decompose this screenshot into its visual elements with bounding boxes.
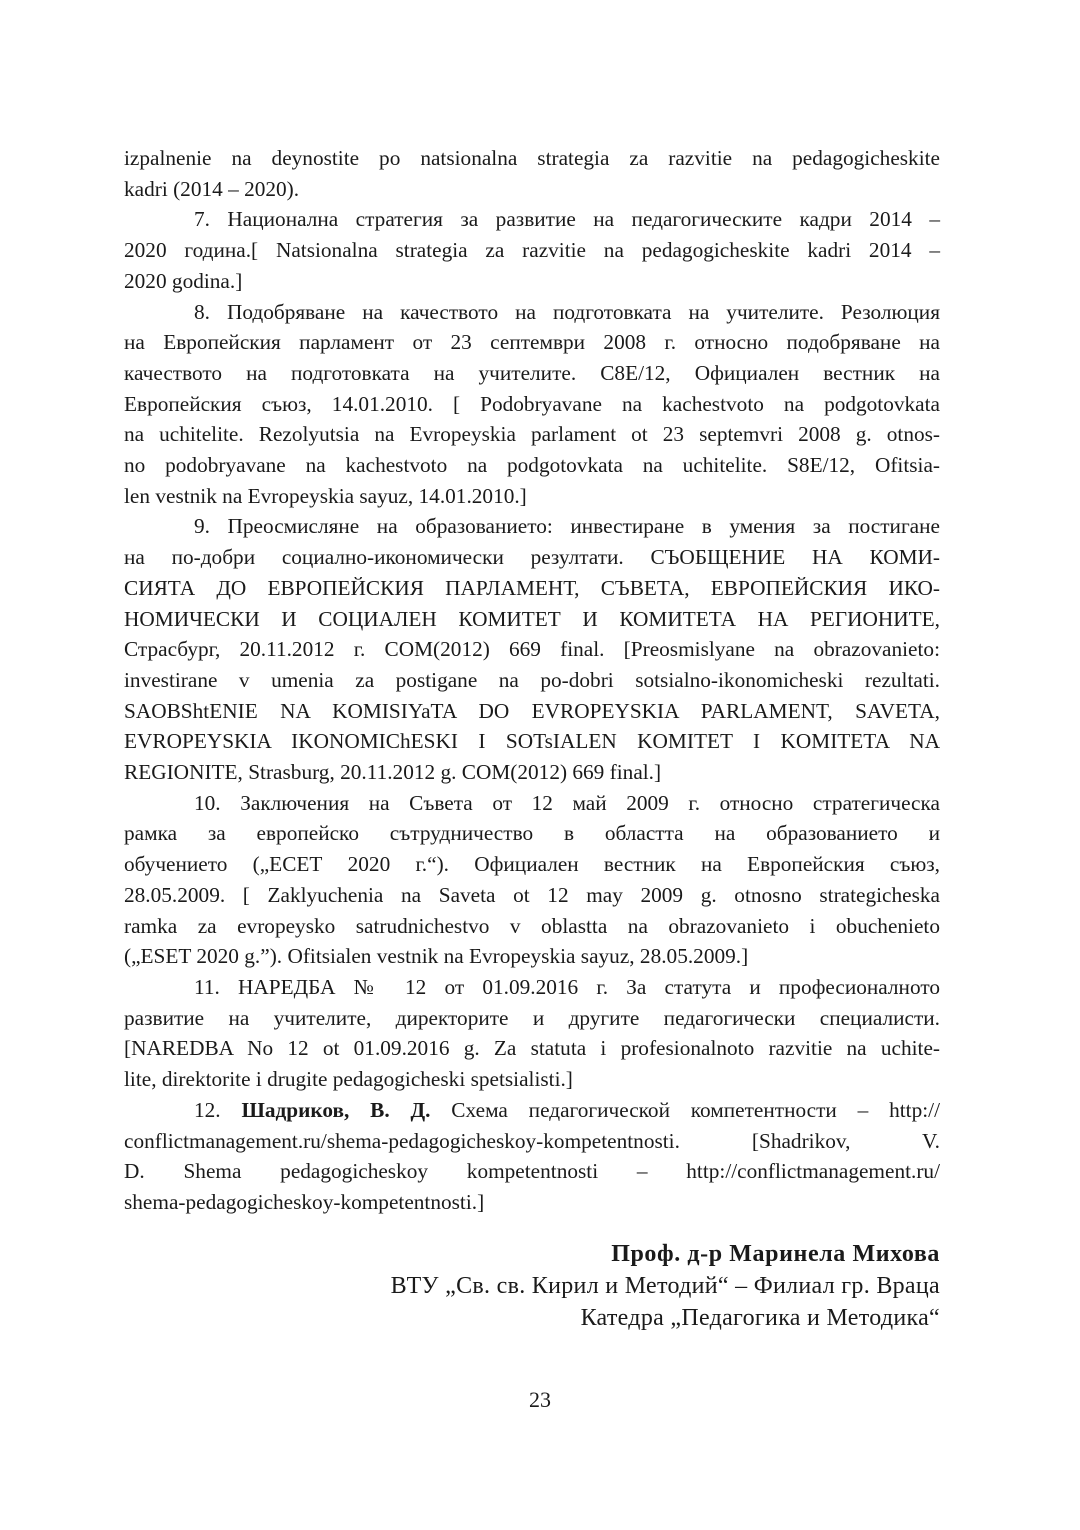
reference-line: 9. Преосмисляне на образованието: инвестиране в умения за постигане — [194, 514, 940, 539]
reference-line: 2020 година.[ Natsionalna strategia za razvitie na pedagogicheskite kadri 2014 – — [124, 238, 940, 263]
reference-line: („ESET 2020 g.”). Ofitsialen vestnik na Evropeyskia sayuz, 28.05.2009.] — [124, 944, 749, 969]
reference-line: 2020 godina.] — [124, 268, 243, 293]
reference-line: 28.05.2009. [ Zaklyuchenia na Saveta ot 12 may 2009 g. otnosno strategicheska — [124, 882, 940, 907]
author-department: Катедра „Педагогика и Методика“ — [580, 1305, 940, 1331]
reference-author: Шадриков, В. Д. — [241, 1097, 431, 1122]
reference-line: 12. Шадриков, В. Д. Схема педагогической компетентности – http:// — [194, 1097, 941, 1122]
reference-line: Европейския съюз, 14.01.2010. [ Podobryavane na kachestvoto na podgotovkata — [124, 391, 940, 416]
reference-line: D. Shema pedagogicheskoy kompetentnosti – http://conflictmanagement.ru/ — [124, 1159, 940, 1184]
author-institution: ВТУ „Св. св. Кирил и Методий“ – Филиал гр. Враца — [390, 1273, 940, 1299]
reference-line: НОМИЧЕСКИ И СОЦИАЛЕН КОМИТЕТ И КОМИТЕТА НА РЕГИОНИТЕ, — [124, 606, 940, 631]
reference-line: качеството на подготовката на учителите. C8E/12, Официален вестник на — [124, 360, 940, 385]
reference-line: Страсбург, 20.11.2012 г. COM(2012) 669 final. [Preosmislyane na obrazovanieto: — [124, 637, 940, 662]
reference-entry — [124, 511, 940, 787]
reference-entry — [124, 1095, 940, 1218]
reference-line: 11. НАРЕДБА № 12 от 01.09.2016 г. За статута и професионалното — [194, 974, 940, 999]
reference-line: conflictmanagement.ru/shema-pedagogicheskoy-kompetentnosti. [Shadrikov, V. — [124, 1128, 940, 1153]
reference-line: izpalnenie na deynostite po natsionalna strategia za razvitie na pedagogicheskite — [124, 146, 940, 170]
reference-line: investirane v umenia za postigane na po-dobri sotsialno-ikonomicheski rezultati. — [124, 667, 940, 692]
reference-line: lite, direktorite i drugite pedagogicheski spetsialisti.] — [124, 1067, 573, 1092]
reference-list — [124, 143, 940, 1218]
page-number: 23 — [529, 1387, 551, 1412]
reference-line: EVROPEYSKIA IKONOMIChESKI I SOTsIALEN KOMITET I KOMITETA NA — [124, 729, 940, 754]
reference-line: развитие на учителите, директорите и другите педагогически специалисти. — [124, 1005, 940, 1030]
reference-line: на по-добри социално-икономически резултати. СЪОБЩЕНИЕ НА КОМИ- — [124, 545, 940, 570]
reference-line: 8. Подобряване на качеството на подготовката на учителите. Резолюция — [194, 299, 940, 324]
author-signature — [391, 1238, 940, 1334]
reference-line: no podobryavane na kachestvoto na podgotovkata na uchitelite. S8E/12, Ofitsia- — [124, 453, 940, 478]
reference-line: 7. Национална стратегия за развитие на педагогическите кадри 2014 – — [194, 207, 940, 232]
reference-entry — [124, 204, 940, 296]
reference-entry — [124, 297, 940, 512]
reference-line: СИЯТА ДО ЕВРОПЕЙСКИЯ ПАРЛАМЕНТ, СЪВЕТА, ЕВРОПЕЙСКИЯ ИКО- — [124, 575, 940, 600]
reference-line: len vestnik na Evropeyskia sayuz, 14.01.2010.] — [124, 483, 527, 508]
reference-line: kadri (2014 – 2020). — [124, 176, 300, 201]
reference-line: на Европейския парламент от 23 септември 2008 г. относно подобряване на — [124, 330, 940, 355]
reference-line: ramka za evropeysko satrudnichestvo v oblastta na obrazovanieto i obuchenieto — [124, 913, 940, 938]
reference-line: na uchitelite. Rezolyutsia na Evropeyskia parlament ot 23 septemvri 2008 g. otnos- — [124, 422, 940, 447]
reference-line: [NAREDBA No 12 ot 01.09.2016 g. Za statuta i profesionalnoto razvitie na uchite- — [124, 1036, 940, 1061]
reference-line: SAOBShtENIE NA KOMISIYaTA DO EVROPEYSKIA PARLAMENT, SAVETA, — [124, 698, 940, 723]
author-name: Проф. д-р Маринела Михова — [611, 1241, 940, 1267]
reference-line: REGIONITE, Strasburg, 20.11.2012 g. COM(2012) 669 final.] — [124, 760, 662, 785]
reference-line: 10. Заключения на Съвета от 12 май 2009 г. относно стратегическа — [194, 790, 940, 815]
reference-line: обучението („ЕСЕТ 2020 г.“). Официален вестник на Европейския съюз, — [124, 852, 940, 877]
reference-line: shema-pedagogicheskoy-kompetentnosti.] — [124, 1189, 485, 1214]
reference-entry — [124, 788, 940, 972]
reference-line: рамка за европейско сътрудничество в областта на образованието и — [124, 821, 940, 846]
reference-entry — [124, 143, 940, 204]
reference-entry — [124, 972, 940, 1095]
